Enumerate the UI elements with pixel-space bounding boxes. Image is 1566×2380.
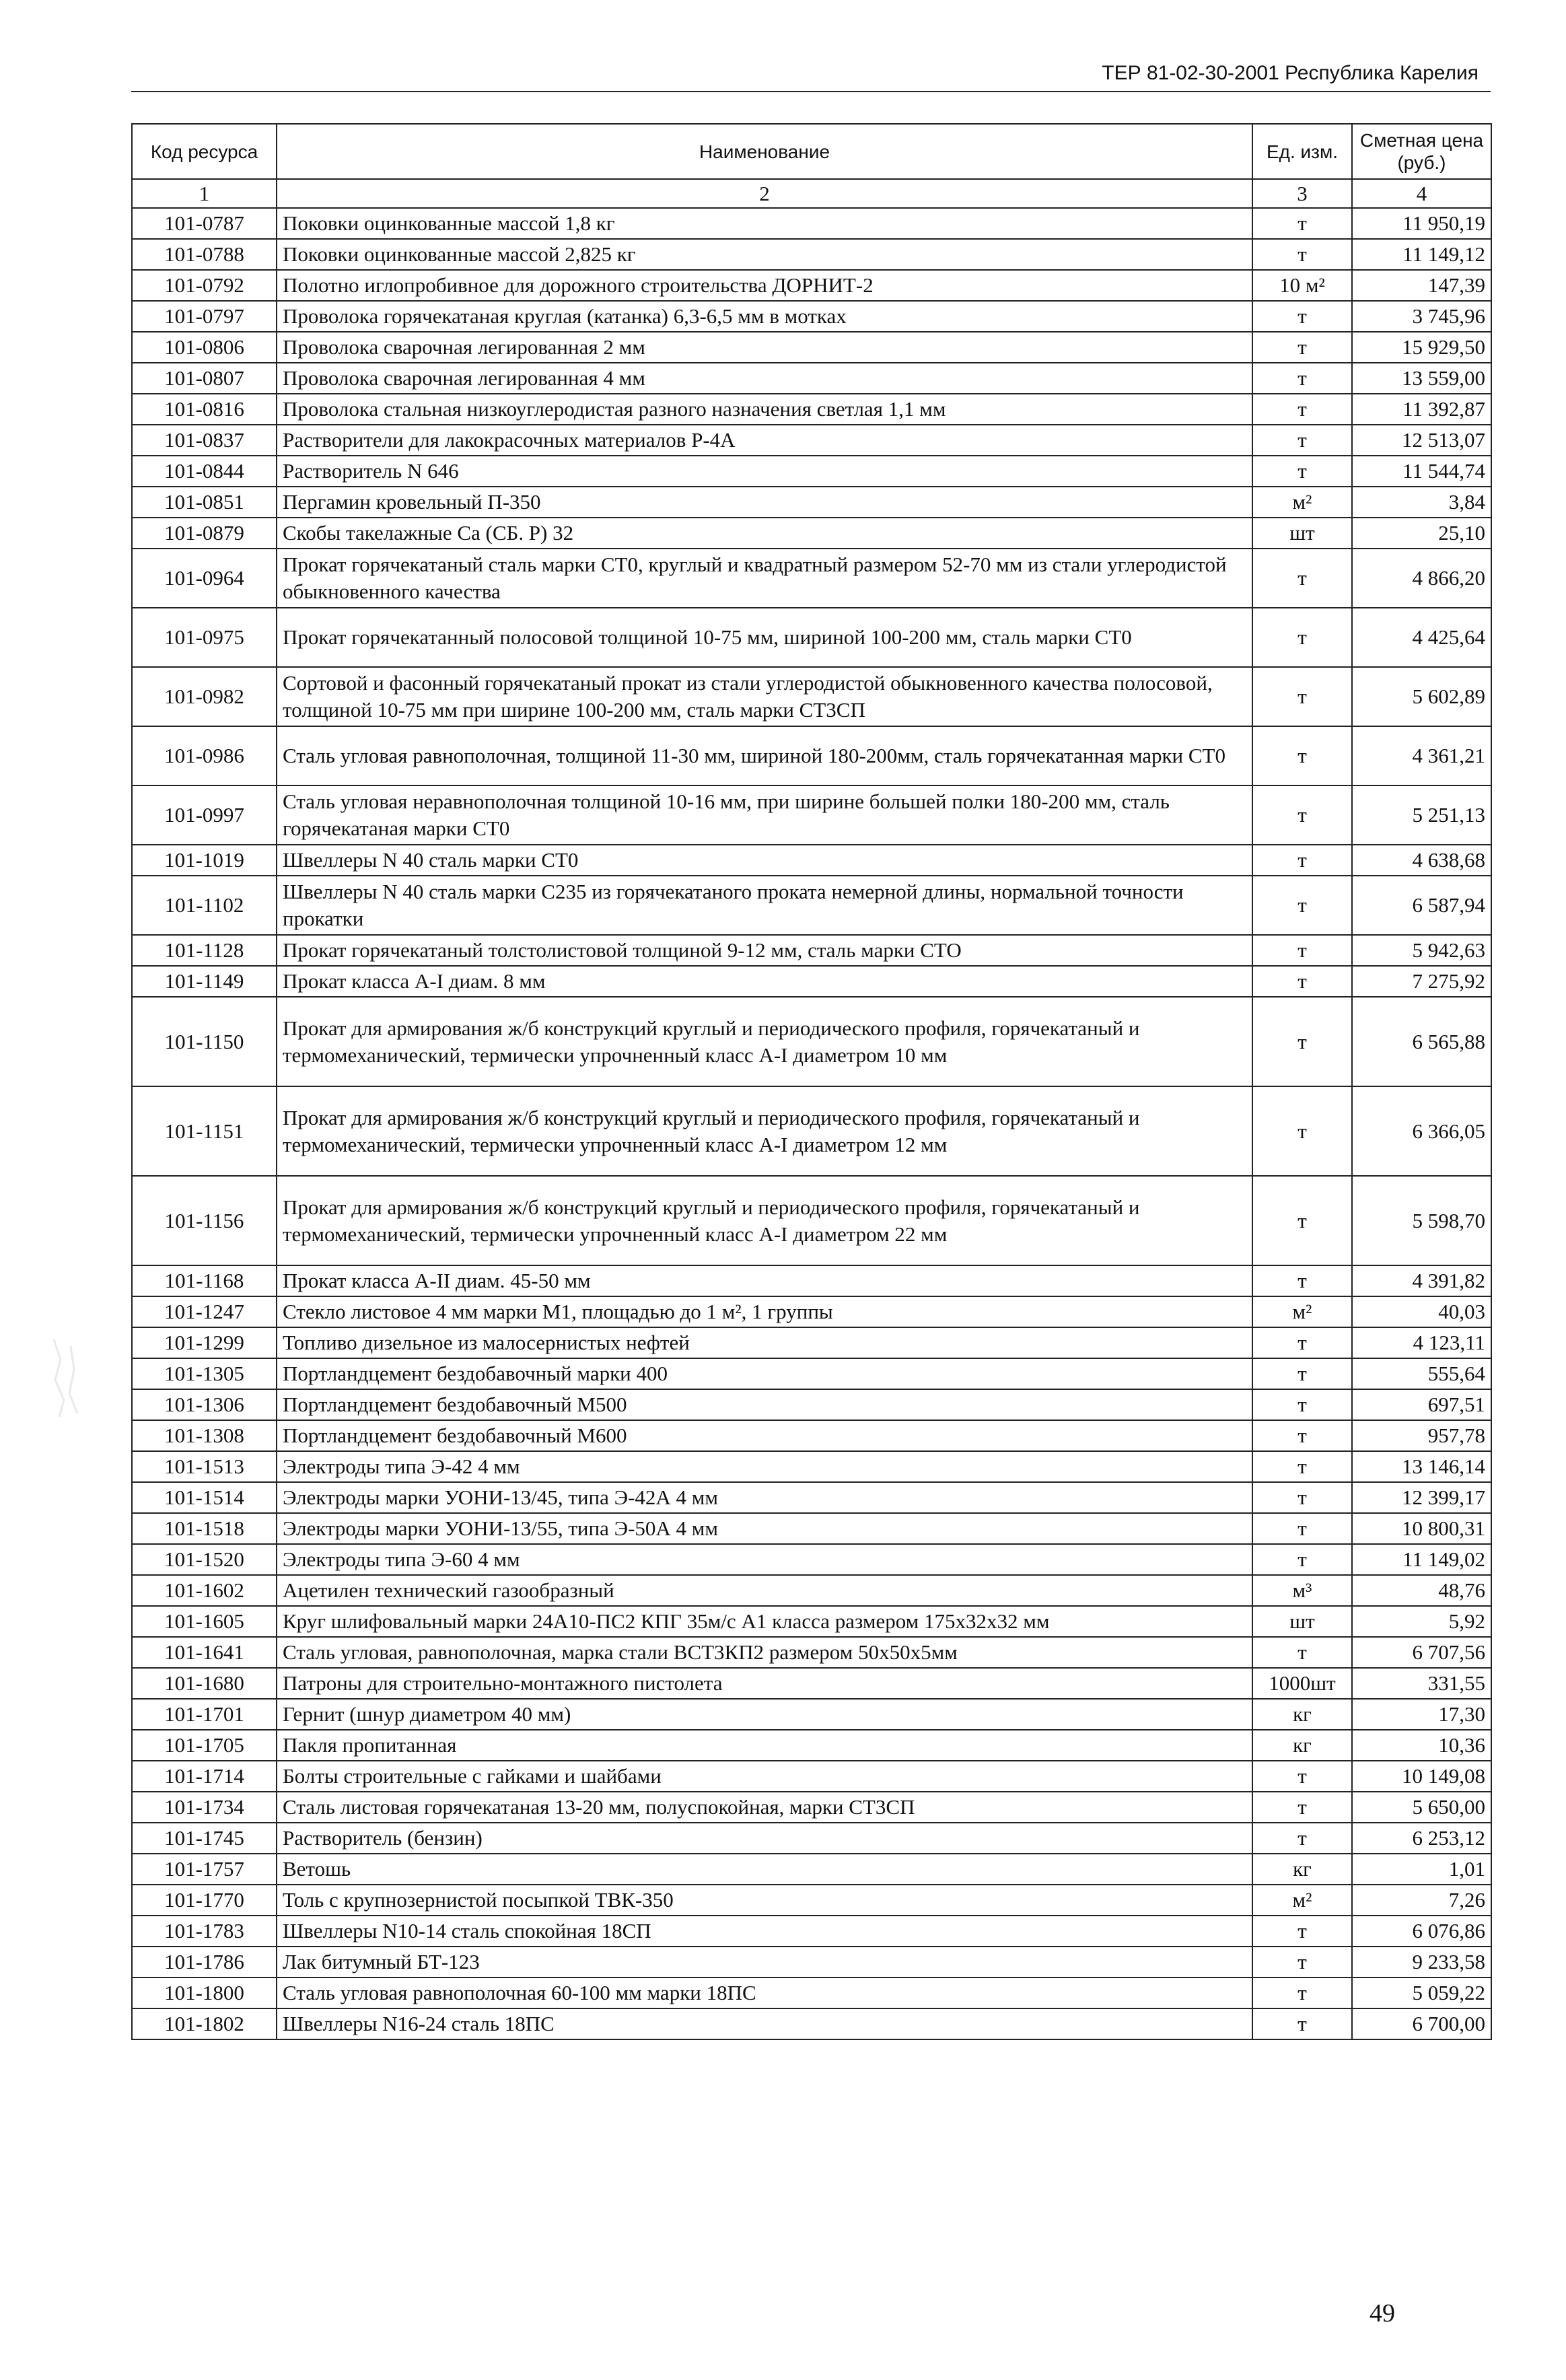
- table-row: [132, 487, 1491, 518]
- code-cell: 101-0787: [132, 208, 277, 239]
- scan-artifact: [47, 1333, 87, 1420]
- name-cell: Портландцемент бездобавочный М500: [277, 1389, 1252, 1420]
- table-row: [132, 1327, 1491, 1358]
- unit-cell: т: [1252, 608, 1352, 667]
- price-cell: 555,64: [1352, 1358, 1491, 1389]
- column-header-name: Наименование: [277, 124, 1252, 179]
- price-cell: 11 149,02: [1352, 1544, 1491, 1575]
- code-cell: 101-0792: [132, 270, 277, 301]
- price-cell: 11 950,19: [1352, 208, 1491, 239]
- table-row: [132, 997, 1491, 1086]
- price-cell: 10 149,08: [1352, 1761, 1491, 1792]
- table-row: [132, 208, 1491, 239]
- unit-cell: т: [1252, 549, 1352, 608]
- table-row: [132, 785, 1491, 845]
- name-cell: Растворители для лакокрасочных материалов Р-4А: [277, 425, 1252, 456]
- unit-cell: т: [1252, 456, 1352, 487]
- price-cell: 957,78: [1352, 1420, 1491, 1451]
- name-cell: Прокат для армирования ж/б конструкций круглый и периодического профиля, горячекатаный и термомеханический, термически упрочненный класс А-I диаметром 22 мм: [277, 1176, 1252, 1265]
- name-cell: Прокат горячекатаный сталь марки СТ0, круглый и квадратный размером 52-70 мм из стали углеродистой обыкновенного качества: [277, 549, 1252, 608]
- table-row: [132, 1420, 1491, 1451]
- unit-cell: т: [1252, 363, 1352, 394]
- table-row: [132, 332, 1491, 363]
- price-cell: 6 700,00: [1352, 2008, 1491, 2039]
- resource-price-table: [131, 123, 1492, 2040]
- unit-cell: т: [1252, 1482, 1352, 1513]
- table-row: [132, 1513, 1491, 1544]
- table-header-row: [132, 124, 1491, 179]
- code-cell: 101-1802: [132, 2008, 277, 2039]
- table-row: [132, 1978, 1491, 2008]
- table-row: [132, 1854, 1491, 1885]
- name-cell: Сталь угловая равнополочная, толщиной 11-30 мм, шириной 180-200мм, сталь горячекатанная марки СТ0: [277, 726, 1252, 785]
- price-cell: 6 707,56: [1352, 1637, 1491, 1668]
- table-row: [132, 239, 1491, 270]
- name-cell: Прокат для армирования ж/б конструкций круглый и периодического профиля, горячекатаный и термомеханический, термически упрочненный класс А-I диаметром 10 мм: [277, 997, 1252, 1086]
- unit-cell: т: [1252, 935, 1352, 966]
- price-cell: 4 361,21: [1352, 726, 1491, 785]
- price-cell: 147,39: [1352, 270, 1491, 301]
- unit-cell: т: [1252, 1086, 1352, 1176]
- document-header: ТЕР 81-02-30-2001 Республика Карелия: [1102, 62, 1479, 84]
- price-cell: 10 800,31: [1352, 1513, 1491, 1544]
- code-cell: 101-1705: [132, 1730, 277, 1761]
- unit-cell: т: [1252, 997, 1352, 1086]
- code-cell: 101-1520: [132, 1544, 277, 1575]
- code-cell: 101-1518: [132, 1513, 277, 1544]
- code-cell: 101-0837: [132, 425, 277, 456]
- code-cell: 101-0982: [132, 667, 277, 726]
- price-cell: 5 059,22: [1352, 1978, 1491, 2008]
- table-row: [132, 1916, 1491, 1947]
- code-cell: 101-0797: [132, 301, 277, 332]
- unit-cell: т: [1252, 1761, 1352, 1792]
- unit-cell: т: [1252, 667, 1352, 726]
- code-cell: 101-0879: [132, 518, 277, 549]
- table-row: [132, 845, 1491, 876]
- price-cell: 6 076,86: [1352, 1916, 1491, 1947]
- code-cell: 101-1641: [132, 1637, 277, 1668]
- name-cell: Болты строительные с гайками и шайбами: [277, 1761, 1252, 1792]
- name-cell: Электроды марки УОНИ-13/55, типа Э-50А 4 мм: [277, 1513, 1252, 1544]
- price-cell: 15 929,50: [1352, 332, 1491, 363]
- code-cell: 101-0806: [132, 332, 277, 363]
- name-cell: Сталь угловая неравнополочная толщиной 10-16 мм, при ширине большей полки 180-200 мм, сталь горячекатаная марки СТ0: [277, 785, 1252, 845]
- column-number: 3: [1252, 179, 1352, 208]
- code-cell: 101-1605: [132, 1606, 277, 1637]
- name-cell: Топливо дизельное из малосернистых нефтей: [277, 1327, 1252, 1358]
- unit-cell: т: [1252, 1978, 1352, 2008]
- price-cell: 12 399,17: [1352, 1482, 1491, 1513]
- unit-cell: м³: [1252, 1575, 1352, 1606]
- unit-cell: т: [1252, 1544, 1352, 1575]
- table-row: [132, 270, 1491, 301]
- table-row: [132, 966, 1491, 997]
- name-cell: Гернит (шнур диаметром 40 мм): [277, 1699, 1252, 1730]
- table-row: [132, 1544, 1491, 1575]
- code-cell: 101-0844: [132, 456, 277, 487]
- code-cell: 101-1602: [132, 1575, 277, 1606]
- table-row: [132, 1482, 1491, 1513]
- unit-cell: т: [1252, 726, 1352, 785]
- table-row: [132, 425, 1491, 456]
- unit-cell: кг: [1252, 1854, 1352, 1885]
- code-cell: 101-1150: [132, 997, 277, 1086]
- name-cell: Ацетилен технический газообразный: [277, 1575, 1252, 1606]
- unit-cell: т: [1252, 1420, 1352, 1451]
- unit-cell: т: [1252, 1451, 1352, 1482]
- name-cell: Прокат класса А-I диам. 8 мм: [277, 966, 1252, 997]
- name-cell: Патроны для строительно-монтажного пистолета: [277, 1668, 1252, 1699]
- unit-cell: т: [1252, 1637, 1352, 1668]
- price-cell: 3 745,96: [1352, 301, 1491, 332]
- code-cell: 101-0975: [132, 608, 277, 667]
- table-row: [132, 1823, 1491, 1854]
- header-rule: [131, 91, 1491, 92]
- name-cell: Стекло листовое 4 мм марки М1, площадью до 1 м², 1 группы: [277, 1296, 1252, 1327]
- name-cell: Электроды типа Э-42 4 мм: [277, 1451, 1252, 1482]
- name-cell: Растворитель N 646: [277, 456, 1252, 487]
- unit-cell: 1000шт: [1252, 1668, 1352, 1699]
- name-cell: Проволока горячекатаная круглая (катанка) 6,3-6,5 мм в мотках: [277, 301, 1252, 332]
- price-cell: 4 391,82: [1352, 1265, 1491, 1296]
- code-cell: 101-1168: [132, 1265, 277, 1296]
- table-row: [132, 935, 1491, 966]
- name-cell: Сталь угловая равнополочная 60-100 мм марки 18ПС: [277, 1978, 1252, 2008]
- name-cell: Лак битумный БТ-123: [277, 1947, 1252, 1978]
- table-row: [132, 1358, 1491, 1389]
- unit-cell: м²: [1252, 487, 1352, 518]
- table-row: [132, 518, 1491, 549]
- table-row: [132, 301, 1491, 332]
- column-number: 4: [1352, 179, 1491, 208]
- unit-cell: т: [1252, 1916, 1352, 1947]
- table-row: [132, 1885, 1491, 1916]
- name-cell: Электроды типа Э-60 4 мм: [277, 1544, 1252, 1575]
- price-cell: 4 638,68: [1352, 845, 1491, 876]
- price-cell: 12 513,07: [1352, 425, 1491, 456]
- column-header-code: Код ресурса: [132, 124, 277, 179]
- unit-cell: шт: [1252, 1606, 1352, 1637]
- name-cell: Растворитель (бензин): [277, 1823, 1252, 1854]
- price-cell: 10,36: [1352, 1730, 1491, 1761]
- table-row: [132, 726, 1491, 785]
- code-cell: 101-0816: [132, 394, 277, 425]
- code-cell: 101-1308: [132, 1420, 277, 1451]
- name-cell: Ветошь: [277, 1854, 1252, 1885]
- name-cell: Швеллеры N 40 сталь марки С235 из горячекатаного проката немерной длины, нормальной точности прокатки: [277, 876, 1252, 935]
- price-cell: 6 587,94: [1352, 876, 1491, 935]
- code-cell: 101-1734: [132, 1792, 277, 1823]
- price-cell: 17,30: [1352, 1699, 1491, 1730]
- code-cell: 101-1514: [132, 1482, 277, 1513]
- code-cell: 101-0788: [132, 239, 277, 270]
- code-cell: 101-1680: [132, 1668, 277, 1699]
- unit-cell: т: [1252, 1947, 1352, 1978]
- code-cell: 101-1757: [132, 1854, 277, 1885]
- column-number-row: [132, 179, 1491, 208]
- code-cell: 101-1149: [132, 966, 277, 997]
- unit-cell: т: [1252, 1176, 1352, 1265]
- code-cell: 101-1783: [132, 1916, 277, 1947]
- unit-cell: кг: [1252, 1730, 1352, 1761]
- code-cell: 101-1786: [132, 1947, 277, 1978]
- unit-cell: м²: [1252, 1885, 1352, 1916]
- code-cell: 101-1299: [132, 1327, 277, 1358]
- name-cell: Круг шлифовальный марки 24А10-ПС2 КПГ 35м/с А1 класса размером 175х32х32 мм: [277, 1606, 1252, 1637]
- name-cell: Поковки оцинкованные массой 1,8 кг: [277, 208, 1252, 239]
- name-cell: Сортовой и фасонный горячекатаный прокат из стали углеродистой обыкновенного качества полосовой, толщиной 10-75 мм при ширине 100-200 мм, сталь марки СТ3СП: [277, 667, 1252, 726]
- table-row: [132, 1086, 1491, 1176]
- price-cell: 5,92: [1352, 1606, 1491, 1637]
- table-row: [132, 1761, 1491, 1792]
- price-cell: 331,55: [1352, 1668, 1491, 1699]
- code-cell: 101-1019: [132, 845, 277, 876]
- table-row: [132, 1668, 1491, 1699]
- unit-cell: т: [1252, 966, 1352, 997]
- code-cell: 101-1513: [132, 1451, 277, 1482]
- column-header-unit: Ед. изм.: [1252, 124, 1352, 179]
- unit-cell: т: [1252, 1823, 1352, 1854]
- unit-cell: т: [1252, 2008, 1352, 2039]
- table-row: [132, 1296, 1491, 1327]
- unit-cell: т: [1252, 1265, 1352, 1296]
- unit-cell: т: [1252, 239, 1352, 270]
- price-cell: 3,84: [1352, 487, 1491, 518]
- code-cell: 101-1800: [132, 1978, 277, 2008]
- name-cell: Швеллеры N16-24 сталь 18ПС: [277, 2008, 1252, 2039]
- price-cell: 13 146,14: [1352, 1451, 1491, 1482]
- unit-cell: т: [1252, 1792, 1352, 1823]
- table-row: [132, 1792, 1491, 1823]
- table-row: [132, 549, 1491, 608]
- code-cell: 101-1156: [132, 1176, 277, 1265]
- price-cell: 7 275,92: [1352, 966, 1491, 997]
- name-cell: Пакля пропитанная: [277, 1730, 1252, 1761]
- name-cell: Швеллеры N10-14 сталь спокойная 18СП: [277, 1916, 1252, 1947]
- name-cell: Проволока сварочная легированная 4 мм: [277, 363, 1252, 394]
- price-cell: 7,26: [1352, 1885, 1491, 1916]
- name-cell: Прокат класса А-II диам. 45-50 мм: [277, 1265, 1252, 1296]
- price-cell: 6 565,88: [1352, 997, 1491, 1086]
- price-cell: 48,76: [1352, 1575, 1491, 1606]
- code-cell: 101-1151: [132, 1086, 277, 1176]
- code-cell: 101-0986: [132, 726, 277, 785]
- price-cell: 9 233,58: [1352, 1947, 1491, 1978]
- name-cell: Сталь угловая, равнополочная, марка стали ВСТ3КП2 размером 50х50х5мм: [277, 1637, 1252, 1668]
- name-cell: Прокат горячекатанный полосовой толщиной 10-75 мм, шириной 100-200 мм, сталь марки СТ0: [277, 608, 1252, 667]
- unit-cell: т: [1252, 876, 1352, 935]
- name-cell: Швеллеры N 40 сталь марки СТ0: [277, 845, 1252, 876]
- unit-cell: т: [1252, 394, 1352, 425]
- price-cell: 13 559,00: [1352, 363, 1491, 394]
- table-row: [132, 1389, 1491, 1420]
- price-cell: 4 123,11: [1352, 1327, 1491, 1358]
- unit-cell: т: [1252, 785, 1352, 845]
- name-cell: Электроды марки УОНИ-13/45, типа Э-42А 4 мм: [277, 1482, 1252, 1513]
- name-cell: Проволока сварочная легированная 2 мм: [277, 332, 1252, 363]
- code-cell: 101-1306: [132, 1389, 277, 1420]
- price-cell: 11 149,12: [1352, 239, 1491, 270]
- unit-cell: шт: [1252, 518, 1352, 549]
- name-cell: Проволока стальная низкоуглеродистая разного назначения светлая 1,1 мм: [277, 394, 1252, 425]
- price-cell: 11 544,74: [1352, 456, 1491, 487]
- name-cell: Портландцемент бездобавочный М600: [277, 1420, 1252, 1451]
- code-cell: 101-1745: [132, 1823, 277, 1854]
- table-row: [132, 1176, 1491, 1265]
- table-row: [132, 2008, 1491, 2039]
- table-row: [132, 1606, 1491, 1637]
- price-cell: 40,03: [1352, 1296, 1491, 1327]
- table-row: [132, 1451, 1491, 1482]
- unit-cell: т: [1252, 1358, 1352, 1389]
- price-cell: 1,01: [1352, 1854, 1491, 1885]
- code-cell: 101-1305: [132, 1358, 277, 1389]
- unit-cell: т: [1252, 425, 1352, 456]
- price-cell: 11 392,87: [1352, 394, 1491, 425]
- name-cell: Полотно иглопробивное для дорожного строительства ДОРНИТ-2: [277, 270, 1252, 301]
- column-number: 2: [277, 179, 1252, 208]
- code-cell: 101-1701: [132, 1699, 277, 1730]
- code-cell: 101-1714: [132, 1761, 277, 1792]
- name-cell: Скобы такелажные Са (СБ. Р) 32: [277, 518, 1252, 549]
- name-cell: Сталь листовая горячекатаная 13-20 мм, полуспокойная, марки СТ3СП: [277, 1792, 1252, 1823]
- unit-cell: т: [1252, 332, 1352, 363]
- unit-cell: кг: [1252, 1699, 1352, 1730]
- price-cell: 5 602,89: [1352, 667, 1491, 726]
- table-row: [132, 456, 1491, 487]
- unit-cell: т: [1252, 1513, 1352, 1544]
- code-cell: 101-1770: [132, 1885, 277, 1916]
- price-cell: 697,51: [1352, 1389, 1491, 1420]
- price-cell: 6 366,05: [1352, 1086, 1491, 1176]
- code-cell: 101-0851: [132, 487, 277, 518]
- table-row: [132, 394, 1491, 425]
- code-cell: 101-0997: [132, 785, 277, 845]
- table-row: [132, 363, 1491, 394]
- code-cell: 101-0807: [132, 363, 277, 394]
- name-cell: Толь с крупнозернистой посыпкой ТВК-350: [277, 1885, 1252, 1916]
- table-row: [132, 608, 1491, 667]
- table-body: [132, 208, 1491, 2039]
- table-row: [132, 876, 1491, 935]
- price-cell: 5 650,00: [1352, 1792, 1491, 1823]
- price-cell: 25,10: [1352, 518, 1491, 549]
- code-cell: 101-0964: [132, 549, 277, 608]
- code-cell: 101-1102: [132, 876, 277, 935]
- unit-cell: м²: [1252, 1296, 1352, 1327]
- unit-cell: т: [1252, 1389, 1352, 1420]
- page-number: 49: [1369, 2299, 1395, 2328]
- price-cell: 5 598,70: [1352, 1176, 1491, 1265]
- table-row: [132, 1699, 1491, 1730]
- name-cell: Прокат для армирования ж/б конструкций круглый и периодического профиля, горячекатаный и термомеханический, термически упрочненный класс А-I диаметром 12 мм: [277, 1086, 1252, 1176]
- price-cell: 4 866,20: [1352, 549, 1491, 608]
- table-row: [132, 1265, 1491, 1296]
- unit-cell: т: [1252, 301, 1352, 332]
- name-cell: Прокат горячекатаный толстолистовой толщиной 9-12 мм, сталь марки СТО: [277, 935, 1252, 966]
- unit-cell: т: [1252, 1327, 1352, 1358]
- column-header-price: Сметная цена (руб.): [1352, 124, 1491, 179]
- column-number: 1: [132, 179, 277, 208]
- table-row: [132, 1947, 1491, 1978]
- price-cell: 5 942,63: [1352, 935, 1491, 966]
- table-row: [132, 1575, 1491, 1606]
- resource-price-table-container: [131, 123, 1491, 2040]
- name-cell: Портландцемент бездобавочный марки 400: [277, 1358, 1252, 1389]
- name-cell: Поковки оцинкованные массой 2,825 кг: [277, 239, 1252, 270]
- code-cell: 101-1128: [132, 935, 277, 966]
- price-cell: 4 425,64: [1352, 608, 1491, 667]
- unit-cell: т: [1252, 208, 1352, 239]
- unit-cell: 10 м²: [1252, 270, 1352, 301]
- price-cell: 5 251,13: [1352, 785, 1491, 845]
- table-row: [132, 1730, 1491, 1761]
- table-row: [132, 1637, 1491, 1668]
- unit-cell: т: [1252, 845, 1352, 876]
- name-cell: Пергамин кровельный П-350: [277, 487, 1252, 518]
- table-row: [132, 667, 1491, 726]
- price-cell: 6 253,12: [1352, 1823, 1491, 1854]
- code-cell: 101-1247: [132, 1296, 277, 1327]
